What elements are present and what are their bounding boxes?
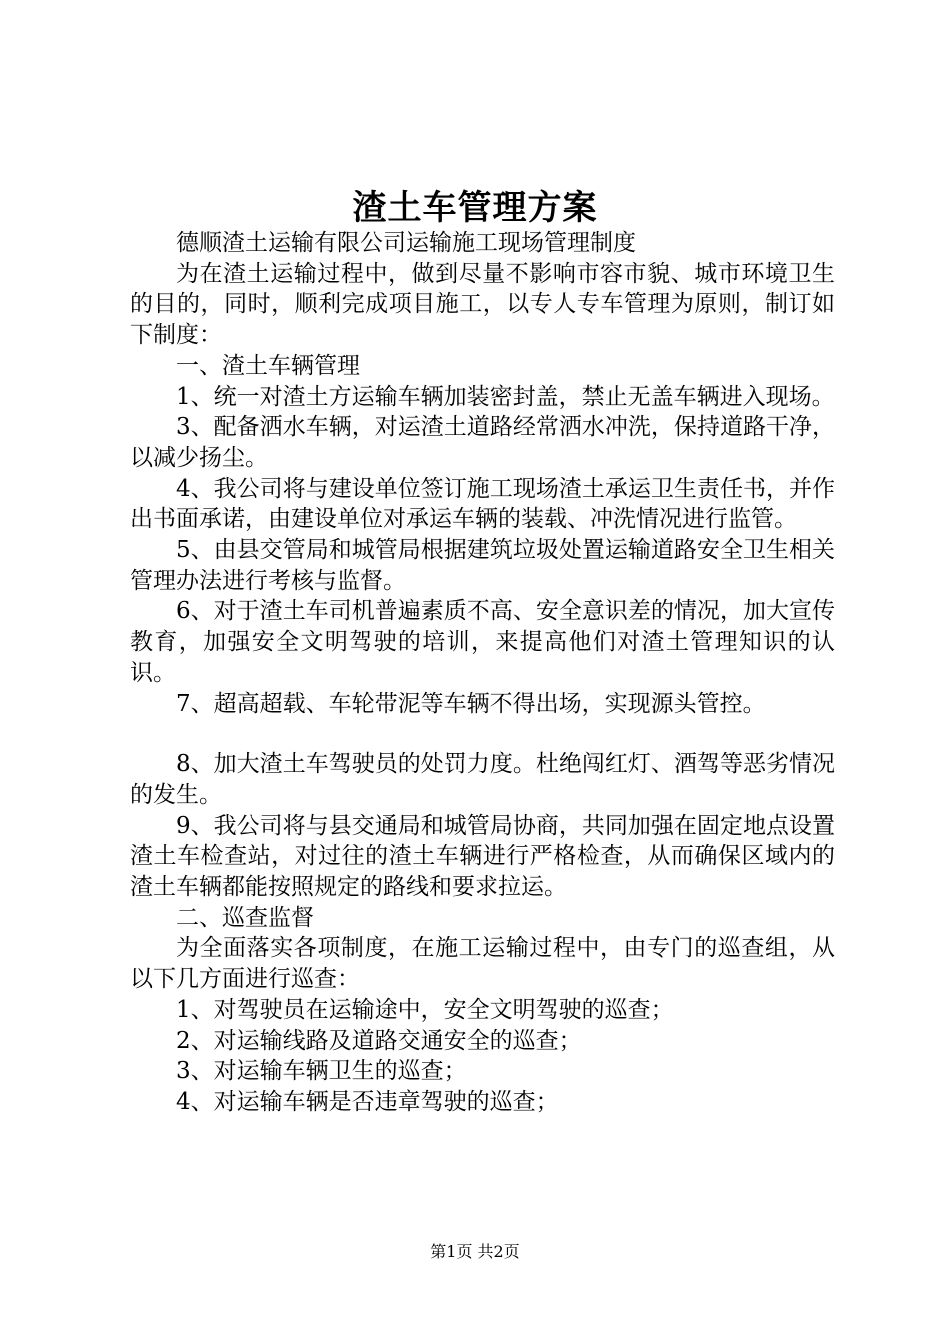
section-heading-inspection: 二、巡查监督 xyxy=(176,904,314,931)
paragraph-item-4: 4、我公司将与建设单位签订施工现场渣土承运卫生责任书，并作出书面承诺，由建设单位对承运车辆的装载、冲洗情况进行监管。 xyxy=(130,475,835,533)
paragraph-inspection-1: 1、对驾驶员在运输途中，安全文明驾驶的巡查； xyxy=(176,996,674,1023)
paragraph-subtitle: 德顺渣土运输有限公司运输施工现场管理制度 xyxy=(176,230,636,256)
paragraph-intro: 为在渣土运输过程中，做到尽量不影响市容市貌、城市环境卫生的目的，同时，顺利完成项目施工，以专人专车管理为原则，制订如下制度： xyxy=(130,260,835,349)
paragraph-item-9: 9、我公司将与县交通局和城管局协商，共同加强在固定地点设置渣土车检查站，对过往的渣土车辆进行严格检查，从而确保区域内的渣土车辆都能按照规定的路线和要求拉运。 xyxy=(130,812,835,901)
paragraph-inspection-3: 3、对运输车辆卫生的巡查； xyxy=(176,1058,467,1085)
paragraph-item-3: 3、配备洒水车辆，对运渣土道路经常洒水冲洗，保持道路干净，以减少扬尘。 xyxy=(130,414,835,471)
paragraph-inspection-2: 2、对运输线路及道路交通安全的巡查； xyxy=(176,1027,582,1054)
document-title: 渣土车管理方案 xyxy=(352,188,598,228)
document-body xyxy=(130,228,835,1118)
paragraph-item-6: 6、对于渣土车司机普遍素质不高、安全意识差的情况，加大宣传教育，加强安全文明驾驶的培训，来提高他们对渣土管理知识的认识。 xyxy=(130,598,835,686)
paragraph-item-8: 8、加大渣土车驾驶员的处罚力度。杜绝闯红灯、酒驾等恶劣情况的发生。 xyxy=(130,751,835,808)
page-number-footer: 第1页 共2页 xyxy=(430,1242,520,1261)
paragraph-inspection-4: 4、对运输车辆是否违章驾驶的巡查； xyxy=(176,1088,559,1115)
paragraph-item-1: 1、统一对渣土方运输车辆加装密封盖，禁止无盖车辆进入现场。 xyxy=(176,383,835,410)
paragraph-inspection-intro: 为全面落实各项制度，在施工运输过程中，由专门的巡查组，从以下几方面进行巡查： xyxy=(130,935,835,993)
paragraph-item-7: 7、超高超载、车轮带泥等车辆不得出场，实现源头管控。 xyxy=(176,690,766,717)
paragraph-spacer xyxy=(130,719,835,749)
section-heading-vehicle-management: 一、渣土车辆管理 xyxy=(176,352,360,379)
paragraph-item-5: 5、由县交管局和城管局根据建筑垃圾处置运输道路安全卫生相关管理办法进行考核与监督。 xyxy=(130,537,835,594)
